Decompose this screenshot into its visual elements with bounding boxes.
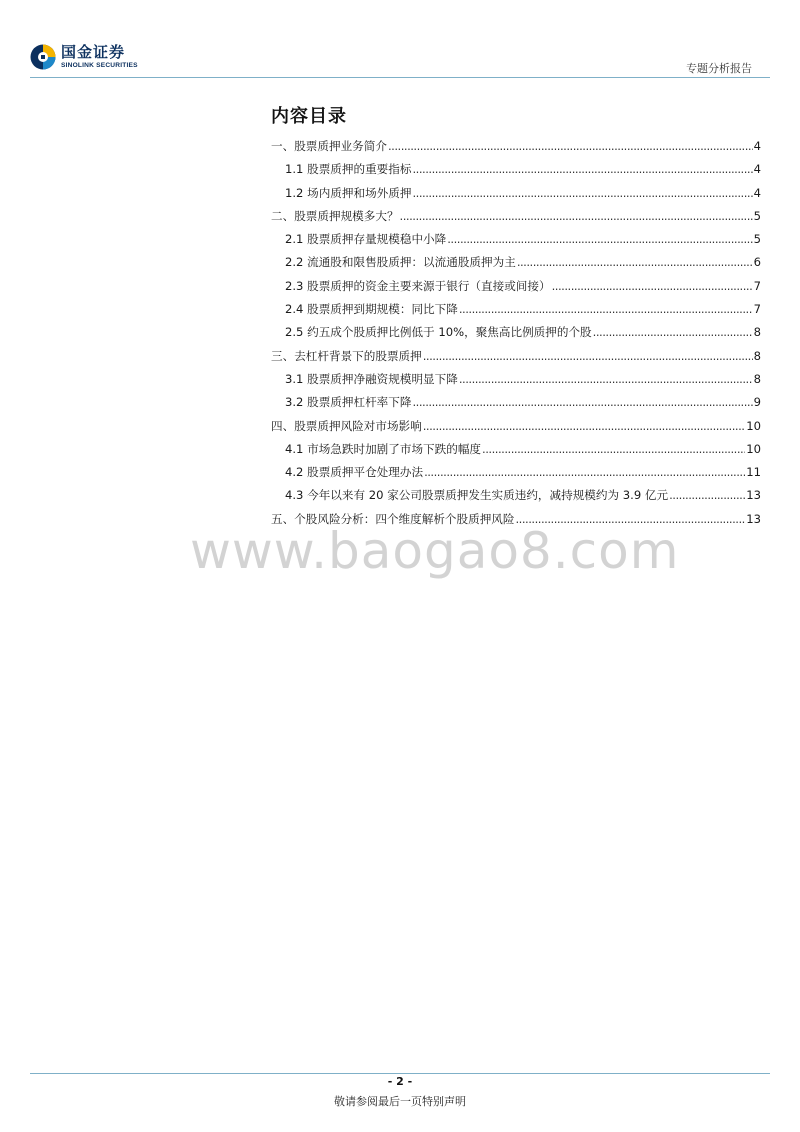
toc-leader-dots: [459, 368, 753, 391]
logo-english-name: SINOLINK SECURITIES: [61, 61, 138, 69]
toc-entry-title: 1.1 股票质押的重要指标: [285, 162, 412, 177]
toc-subsection-entry[interactable]: [271, 251, 761, 274]
sinolink-logo-icon: [30, 44, 56, 70]
toc-subsection-entry[interactable]: [271, 298, 761, 321]
toc-leader-dots: [412, 391, 752, 414]
toc-entry-title: 五、个股风险分析：四个维度解析个股质押风险: [271, 511, 515, 526]
toc-entry-title: 一、股票质押业务简介: [271, 139, 387, 153]
toc-section-entry[interactable]: [271, 135, 761, 158]
toc-section-entry[interactable]: [271, 415, 761, 438]
toc-section-entry[interactable]: [271, 205, 761, 228]
toc-page-number: 10: [746, 441, 761, 456]
toc-page-number: 4: [753, 162, 761, 177]
toc-entry-title: 2.5 约五成个股质押比例低于 10%，聚焦高比例质押的个股: [285, 325, 592, 340]
toc-entry-title: 四、股票质押风险对市场影响: [271, 418, 422, 433]
company-logo: [30, 44, 138, 70]
toc-leader-dots: [412, 182, 752, 205]
toc-page-number: 6: [753, 255, 761, 270]
toc-entry-title: 3.1 股票质押净融资规模明显下降: [285, 371, 458, 386]
toc-subsection-entry[interactable]: [271, 158, 761, 181]
toc-page-number: 8: [753, 371, 761, 386]
toc-leader-dots: [593, 321, 753, 344]
toc-subsection-entry[interactable]: [271, 275, 761, 298]
footer-divider: [30, 1073, 770, 1074]
toc-subsection-entry[interactable]: [271, 461, 761, 484]
toc-entry-title: 3.2 股票质押杠杆率下降: [285, 395, 412, 410]
toc-section-entry[interactable]: [271, 345, 761, 368]
header-divider: [30, 77, 770, 78]
toc-entry-title: 三、去杠杆背景下的股票质押: [271, 348, 422, 363]
page-header: [0, 0, 800, 80]
toc-subsection-entry[interactable]: [271, 438, 761, 461]
toc-leader-dots: [517, 251, 753, 274]
toc-subsection-entry[interactable]: [271, 228, 761, 251]
toc-page-number: 7: [753, 302, 761, 317]
toc-page-number: 7: [753, 278, 761, 293]
toc-page-number: 11: [746, 465, 761, 480]
toc-page-number: 8: [753, 325, 761, 340]
toc-page-number: 5: [753, 208, 761, 223]
report-type-label: 专题分析报告: [686, 62, 752, 75]
toc-page-number: 4: [753, 185, 761, 200]
toc-title: 内容目录: [271, 106, 347, 127]
toc-entry-title: 4.2 股票质押平仓处理办法: [285, 465, 424, 480]
toc-page-number: 10: [746, 418, 761, 433]
toc-leader-dots: [669, 484, 745, 507]
toc-list: [271, 135, 761, 531]
toc-leader-dots: [388, 135, 753, 158]
toc-leader-dots: [423, 415, 746, 438]
toc-entry-title: 1.2 场内质押和场外质押: [285, 185, 412, 200]
toc-leader-dots: [447, 228, 752, 251]
toc-subsection-entry[interactable]: [271, 182, 761, 205]
page-number: - 2 -: [387, 1075, 413, 1088]
toc-page-number: 5: [753, 232, 761, 247]
toc-leader-dots: [400, 205, 753, 228]
watermark: www.baogao8.com: [190, 522, 680, 580]
toc-entry-title: 4.1 市场急跌时加剧了市场下跌的幅度: [285, 441, 482, 456]
toc-entry-title: 2.1 股票质押存量规模稳中小降: [285, 232, 447, 247]
disclaimer-note: 敬请参阅最后一页特别声明: [334, 1095, 466, 1108]
logo-chinese-name: 国金证券: [61, 42, 126, 61]
toc-leader-dots: [423, 345, 753, 368]
toc-entry-title: 2.4 股票质押到期规模：同比下降: [285, 302, 458, 317]
toc-page-number: 9: [753, 395, 761, 410]
toc-entry-title: 2.3 股票质押的资金主要来源于银行（直接或间接）: [285, 278, 551, 293]
toc-entry-title: 2.2 流通股和限售股质押：以流通股质押为主: [285, 255, 516, 270]
table-of-contents: [271, 102, 761, 531]
toc-leader-dots: [459, 298, 753, 321]
toc-leader-dots: [552, 275, 753, 298]
toc-page-number: 8: [753, 348, 761, 363]
toc-subsection-entry[interactable]: [271, 321, 761, 344]
toc-entry-title: 4.3 今年以来有 20 家公司股票质押发生实质违约，减持规模约为 3.9 亿元: [285, 488, 669, 503]
toc-entry-title: 二、股票质押规模多大？: [271, 208, 399, 223]
toc-subsection-entry[interactable]: [271, 368, 761, 391]
toc-page-number: 13: [746, 488, 761, 503]
toc-page-number: 4: [753, 139, 761, 153]
toc-leader-dots: [412, 158, 752, 181]
toc-page-number: 13: [746, 511, 761, 526]
toc-leader-dots: [424, 461, 745, 484]
toc-leader-dots: [482, 438, 745, 461]
toc-subsection-entry[interactable]: [271, 484, 761, 507]
toc-subsection-entry[interactable]: [271, 391, 761, 414]
